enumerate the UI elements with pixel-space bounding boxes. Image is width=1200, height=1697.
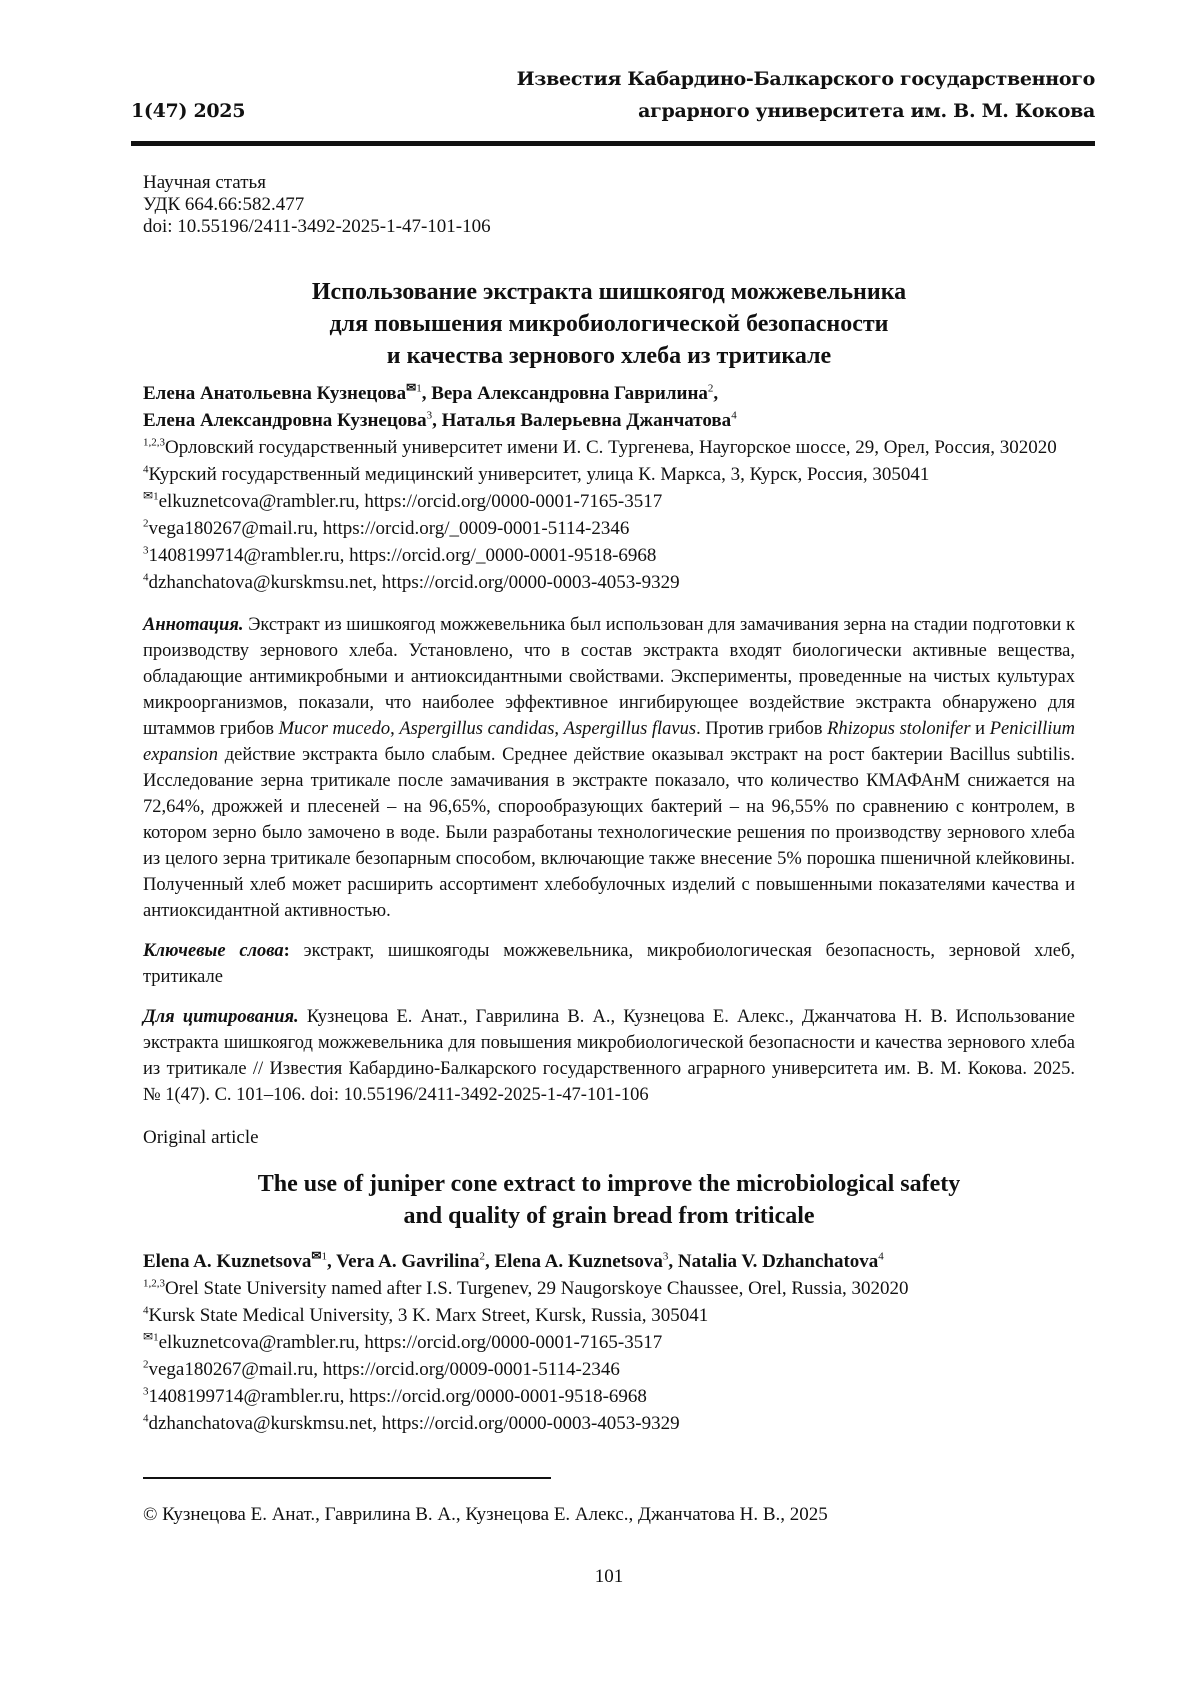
en-article-type: Original article [143, 1126, 1075, 1150]
contact-sup: 2 [143, 518, 149, 530]
author-sup: 4 [731, 410, 737, 422]
author-sup: 2 [708, 383, 714, 395]
affiliation: Курский государственный медицинский университет, улица К. Маркса, 3, Курск, Россия, 305041 [149, 464, 930, 485]
affiliation: Orel State University named after I.S. Turgenev, 29 Naugorskoye Chaussee, Orel, Russia, 302020 [165, 1278, 909, 1299]
ru-title-line: для повышения микробиологической безопасности [143, 308, 1075, 340]
contact[interactable]: vega180267@mail.ru, https://orcid.org/0009-0001-5114-2346 [149, 1359, 620, 1380]
abstract-text: действие экстракта было слабым. Среднее действие оказывал экстракт на рост бактерии Bacillus subtilis. Исследование зерна тритикале после замачивания в экстракте показало, что количество КМАФАнМ снижается на 72,64%, дрожжей и плесеней – на 96,65%, спорообразующих бактерий – на 96,55% по сравнению с контролем, в котором зерно было замочено в воде. Были разработаны технологические решения по производству зернового хлеба из целого зерна тритикале безопарным способом, включающие также внесение 5% порошка пшеничной клейковины. Полученный хлеб может расширить ассортимент хлебобулочных изделий с повышенными показателями качества и антиоксидантной активностью. [143, 745, 1075, 921]
udc: УДК 664.66:582.477 [143, 194, 1075, 216]
abstract-text: , [390, 719, 399, 739]
page-body [143, 172, 1075, 1589]
keywords [143, 938, 1075, 990]
sep: , [422, 383, 432, 404]
contact[interactable]: 1408199714@rambler.ru, https://orcid.org/_0000-0001-9518-6968 [149, 545, 657, 566]
species: Penicillium expansion [143, 719, 1075, 765]
footnote-rule [143, 1477, 551, 1479]
ru-title-line: и качества зернового хлеба из тритикале [143, 340, 1075, 372]
issue-number: 1(47) 2025 [131, 100, 245, 122]
mail-icon: ✉ [143, 1330, 153, 1344]
ru-affiliations [143, 434, 1075, 596]
keywords-text: экстракт, шишкоягоды можжевельника, микробиологическая безопасность, зерновой хлеб, тритикале [143, 941, 1075, 987]
author-name: Elena A. Kuznetsova [143, 1251, 311, 1272]
journal-title-line2: аграрного университета им. В. М. Кокова [638, 100, 1095, 122]
contact[interactable]: dzhanchatova@kurskmsu.net, https://orcid.org/0000-0003-4053-9329 [149, 1413, 680, 1434]
mail-icon: ✉ [311, 1249, 321, 1263]
doi: doi: 10.55196/2411-3492-2025-1-47-101-106 [143, 216, 1075, 238]
contact-sup: 1 [153, 1332, 159, 1344]
sep: , [485, 1251, 495, 1272]
contact[interactable]: 1408199714@rambler.ru, https://orcid.org/0000-0001-9518-6968 [149, 1386, 647, 1407]
sep: , [668, 1251, 678, 1272]
sep: , [327, 1251, 336, 1272]
author-name: Вера Александровна Гаврилина [431, 383, 708, 404]
author-name: Elena A. Kuznetsova [495, 1251, 663, 1272]
citation-text: Кузнецова Е. Анат., Гаврилина В. А., Кузнецова Е. Алекс., Джанчатова Н. В. Использование экстракта шишкоягод можжевельника для повышения микробиологической безопасности и качества зернового хлеба из тритикале // Известия Кабардино-Балкарского государственного аграрного университета им. В. М. Кокова. 2025. № 1(47). С. 101–106. doi: 10.55196/2411-3492-2025-1-47-101-106 [143, 1007, 1075, 1105]
aff-sup: 4 [143, 1305, 149, 1317]
colon: : [284, 941, 290, 961]
citation-label: Для цитирования. [143, 1007, 299, 1027]
aff-sup: 1,2,3 [143, 437, 165, 449]
mail-icon: ✉ [406, 381, 416, 395]
article-meta [143, 172, 1075, 238]
keywords-label: Ключевые слова [143, 941, 284, 961]
abstract-label: Аннотация. [143, 615, 244, 635]
author-name: Наталья Валерьевна Джанчатова [442, 410, 732, 431]
contact[interactable]: elkuznetcova@rambler.ru, https://orcid.org/0000-0001-7165-3517 [159, 1332, 663, 1353]
contact-sup: 2 [143, 1359, 149, 1371]
contact-sup: 4 [143, 572, 149, 584]
sep: , [713, 383, 718, 404]
abstract-text: Экстракт из шишкоягод можжевельника был использован для замачивания зерна на стадии подготовки к производству зернового хлеба. Установлено, что в состав экстракта входят биологически активные вещества, обладающие антимикробными и антиоксидантными свойствами. Эксперименты, проведенные на чистых культурах микроорганизмов, показали, что наиболее эффективное ингибирующее воздействие экстракта обнаружено для штаммов грибов [143, 615, 1075, 739]
author-name: Елена Анатольевна Кузнецова [143, 383, 406, 404]
species: Aspergillus flavus [564, 719, 696, 739]
aff-sup: 4 [143, 464, 149, 476]
contact-sup: 4 [143, 1413, 149, 1425]
species: Aspergillus candidas [399, 719, 554, 739]
affiliation: Орловский государственный университет имени И. С. Тургенева, Наугорское шоссе, 29, Орел, Россия, 302020 [165, 437, 1057, 458]
copyright: © Кузнецова Е. Анат., Гаврилина В. А., Кузнецова Е. Алекс., Джанчатова Н. В., 2025 [143, 1503, 1075, 1527]
abstract-text: , [554, 719, 563, 739]
article-type: Научная статья [143, 172, 1075, 194]
author-sup: 1 [321, 1251, 327, 1263]
affiliation: Kursk State Medical University, 3 K. Marx Street, Kursk, Russia, 305041 [149, 1305, 709, 1326]
abstract-text: . Против грибов [696, 719, 827, 739]
contact-sup: 1 [153, 491, 159, 503]
ru-title-line: Использование экстракта шишкоягод можжевельника [143, 276, 1075, 308]
en-title-line: and quality of grain bread from triticale [143, 1200, 1075, 1232]
en-affiliations [143, 1275, 1103, 1437]
ru-title [143, 276, 1075, 372]
contact-sup: 3 [143, 545, 149, 557]
en-title [143, 1168, 1075, 1232]
contact[interactable]: vega180267@mail.ru, https://orcid.org/_0009-0001-5114-2346 [149, 518, 630, 539]
ru-authors [143, 380, 1075, 434]
author-name: Natalia V. Dzhanchatova [678, 1251, 878, 1272]
en-authors [143, 1248, 1103, 1275]
species: Mucor mucedo [279, 719, 391, 739]
header-rule [131, 141, 1095, 146]
contact-sup: 3 [143, 1386, 149, 1398]
abstract-text: и [971, 719, 990, 739]
citation [143, 1004, 1075, 1108]
author-sup: 2 [480, 1251, 486, 1263]
mail-icon: ✉ [143, 489, 153, 503]
author-sup: 4 [878, 1251, 884, 1263]
author-sup: 3 [427, 410, 433, 422]
author-name: Vera A. Gavrilina [336, 1251, 479, 1272]
page-number: 101 [143, 1565, 1075, 1589]
author-sup: 1 [416, 383, 422, 395]
journal-title-line1: Известия Кабардино-Балкарского государственного [517, 68, 1095, 90]
species: Rhizopus stolonifer [827, 719, 970, 739]
aff-sup: 1,2,3 [143, 1278, 165, 1290]
author-name: Елена Александровна Кузнецова [143, 410, 427, 431]
sep: , [432, 410, 442, 431]
abstract [143, 612, 1075, 924]
author-sup: 3 [663, 1251, 669, 1263]
contact[interactable]: dzhanchatova@kurskmsu.net, https://orcid.org/0000-0003-4053-9329 [149, 572, 680, 593]
en-title-line: The use of juniper cone extract to improve the microbiological safety [143, 1168, 1075, 1200]
contact[interactable]: elkuznetcova@rambler.ru, https://orcid.org/0000-0001-7165-3517 [159, 491, 663, 512]
